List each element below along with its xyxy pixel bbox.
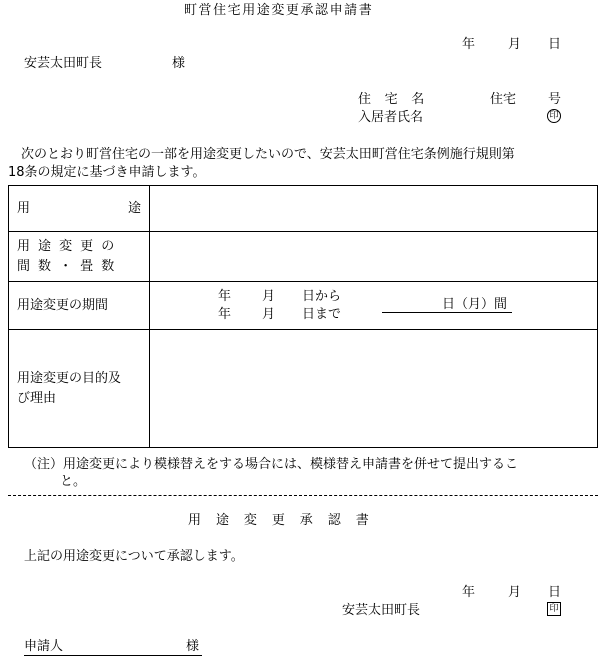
approval-date-year: 年 xyxy=(462,585,476,600)
approval-body-text: 上記の用途変更について承認します。 xyxy=(24,549,244,564)
date-day-label: 日 xyxy=(548,37,562,52)
approval-signer: 安芸太田町長 xyxy=(342,603,421,618)
table-row-use xyxy=(9,186,598,232)
table-row-period xyxy=(9,282,598,330)
date-month-label: 月 xyxy=(508,37,522,52)
label-period-text: 用途変更の期間 xyxy=(17,297,109,313)
label-purpose-line1: 用途変更の目的及 xyxy=(17,370,122,386)
period-from-month: 月 xyxy=(262,289,276,304)
resident-seal-icon: 印 xyxy=(547,109,561,123)
period-to-year: 年 xyxy=(218,307,232,322)
body-text-line1: 次のとおり町営住宅の一部を用途変更したいので、安芸太田町営住宅条例施行規則第 xyxy=(8,147,515,162)
label-purpose-line2: び理由 xyxy=(17,390,57,406)
rooms-field[interactable] xyxy=(150,232,598,282)
label-rooms-line2: 間数・畳数 xyxy=(17,258,123,274)
label-use xyxy=(9,186,150,232)
note-line2: と。 xyxy=(60,474,87,489)
period-duration: 日（月）間 xyxy=(442,297,508,312)
applicant-underline xyxy=(24,655,202,656)
cut-line-divider xyxy=(8,495,598,496)
official-seal-icon: 印 xyxy=(547,602,561,616)
label-rooms xyxy=(9,232,150,282)
period-from-year: 年 xyxy=(218,289,232,304)
label-purpose xyxy=(9,330,150,448)
period-field[interactable] xyxy=(150,282,598,330)
application-table xyxy=(8,185,598,448)
label-rooms-line1: 用途変更の xyxy=(17,238,123,254)
table-row-rooms xyxy=(9,232,598,282)
applicant-suffix: 様 xyxy=(186,639,200,654)
form-title: 町営住宅用途変更承認申請書 xyxy=(184,3,374,18)
approval-title: 用途変更承認書 xyxy=(188,513,384,528)
housing-name-label: 住宅名 xyxy=(358,92,438,107)
purpose-field[interactable] xyxy=(150,330,598,448)
addressee-suffix: 様 xyxy=(172,56,186,71)
period-from-day: 日から xyxy=(302,289,342,304)
approval-date-month: 月 xyxy=(508,585,522,600)
table-row-purpose xyxy=(9,330,598,448)
note-line1: （注）用途変更により模様替えをする場合には、模様替え申請書を併せて提出するこ xyxy=(24,457,519,472)
label-use-right: 途 xyxy=(127,200,141,216)
date-year-label: 年 xyxy=(462,37,476,52)
housing-number-suffix: 号 xyxy=(548,92,562,107)
addressee: 安芸太田町長 xyxy=(24,56,103,71)
approval-date-day: 日 xyxy=(548,585,562,600)
body-text-line2: 18条の規定に基づき申請します。 xyxy=(8,165,206,180)
applicant-label: 申請人 xyxy=(24,639,64,654)
label-period xyxy=(9,282,150,330)
period-to-day: 日まで xyxy=(302,307,342,322)
period-to-month: 月 xyxy=(262,307,276,322)
resident-name-label: 入居者氏名 xyxy=(358,110,424,125)
label-use-left: 用 xyxy=(17,200,31,216)
use-field[interactable] xyxy=(150,186,598,232)
housing-number-prefix: 住宅 xyxy=(490,92,517,107)
